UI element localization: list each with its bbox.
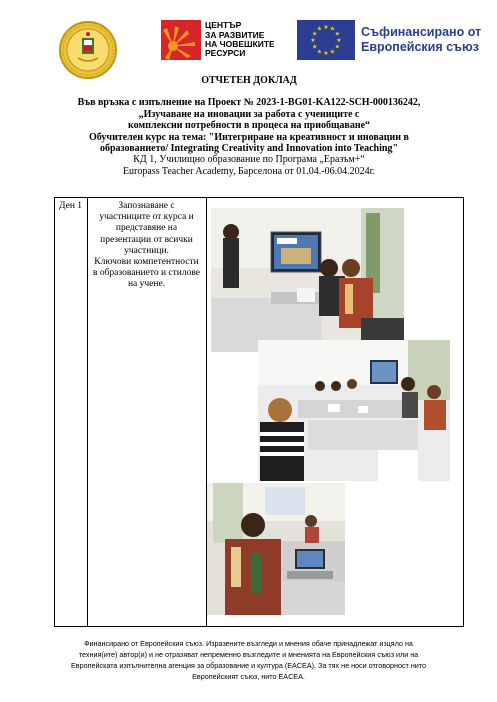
academy-line: Europass Teacher Academy, Барселона от 01.04.-06.04.2024г. bbox=[122, 165, 376, 177]
classroom-photo-3 bbox=[207, 483, 345, 615]
report-header bbox=[40, 72, 458, 177]
footer-line: Европейският съюз, нито EACEA. bbox=[192, 672, 305, 681]
svg-text:★: ★ bbox=[310, 37, 316, 44]
eu-text-line: Съфинансирано от bbox=[361, 25, 482, 39]
activity-line: презентации от всички bbox=[100, 234, 193, 245]
svg-text:★: ★ bbox=[323, 24, 329, 31]
hrd-text-line: НА ЧОВЕШКИТЕ bbox=[205, 39, 275, 49]
svg-text:★: ★ bbox=[336, 37, 342, 44]
svg-text:★: ★ bbox=[334, 43, 340, 51]
project-name-line-2: комплексни потребности в процеса на приобщаване“ bbox=[127, 120, 371, 132]
activity-line: участниците от курса и bbox=[99, 212, 194, 223]
classroom-photo-2 bbox=[258, 340, 450, 481]
activity-description bbox=[87, 201, 206, 291]
school-logo bbox=[58, 20, 118, 80]
footer-line: техния(ите) автор(и) и не отразяват непременно възгледите и мненията на Европейския съюз или на bbox=[78, 650, 419, 659]
program-line: КД 1, Училищно образование по Програма „Еразъм+“ bbox=[133, 154, 365, 166]
svg-text:★: ★ bbox=[329, 48, 336, 56]
report-title: ОТЧЕТЕН ДОКЛАД bbox=[201, 75, 297, 86]
classroom-photo-1 bbox=[211, 208, 404, 352]
activity-table bbox=[54, 197, 464, 627]
svg-text:★: ★ bbox=[312, 43, 318, 51]
activity-line: на учене. bbox=[127, 279, 166, 290]
svg-text:★: ★ bbox=[323, 50, 329, 57]
hrd-center-logo bbox=[161, 20, 293, 60]
hrd-text-line: ЦЕНТЪР bbox=[205, 20, 242, 31]
footer-line: Европейската изпълнителна агенция за образование и култура (EACEA). За тях не носи отговорност нито bbox=[70, 661, 427, 670]
activity-line: участници. bbox=[124, 245, 169, 256]
svg-text:★: ★ bbox=[329, 25, 336, 33]
hrd-text-line: ЗА РАЗВИТИЕ bbox=[205, 29, 265, 40]
eu-disclaimer-footer bbox=[30, 638, 467, 682]
project-name-line-1: „Изучаване на иновации за работа с учениците с bbox=[138, 108, 360, 120]
svg-text:★: ★ bbox=[316, 25, 323, 33]
svg-text:★: ★ bbox=[316, 48, 323, 56]
eu-flag-icon bbox=[297, 20, 355, 60]
activity-line: представяне на bbox=[115, 223, 178, 234]
course-topic-line-1: Обучителен курс на тема: "Интегриране на креативност и иновации в bbox=[89, 131, 409, 143]
eu-text-line: Европейския съюз bbox=[361, 40, 479, 54]
course-topic-line-2: образованието/ Integrating Creativity and Innovation into Teaching" bbox=[99, 143, 399, 155]
activity-line: в образованието и стилове bbox=[92, 268, 201, 279]
activity-line: Ключови компетентности bbox=[94, 257, 199, 268]
project-line: Във връзка с изпълнение на Проект № 2023-1-BG01-KA122-SCH-000136242, bbox=[77, 97, 421, 109]
day-label: Ден 1 bbox=[59, 201, 83, 211]
eu-cofunded-logo bbox=[297, 20, 481, 60]
hrd-text-line: РЕСУРСИ bbox=[205, 48, 246, 59]
hrd-sun-icon bbox=[161, 20, 201, 60]
svg-text:★: ★ bbox=[312, 30, 318, 38]
activity-line: Запознаване с bbox=[118, 201, 175, 211]
footer-line: Финансирано от Европейския съюз. Изразените възгледи и мнения обаче принадлежат изцяло на bbox=[84, 639, 413, 648]
svg-text:★: ★ bbox=[334, 30, 340, 38]
